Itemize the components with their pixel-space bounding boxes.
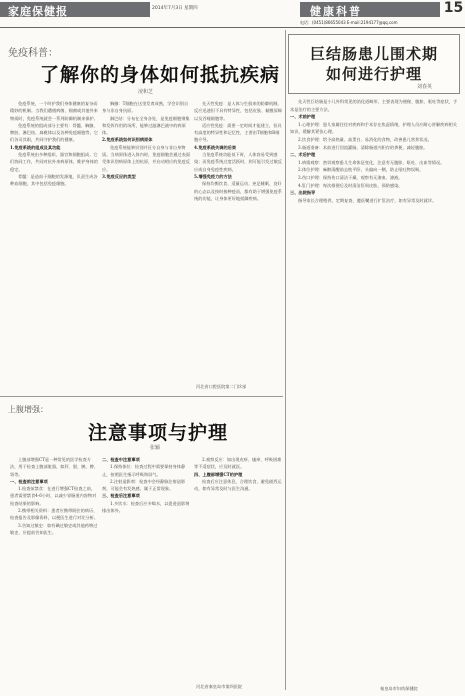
article2-col1: 上腹部增强CT是一种常见的医学检查方法，用于检查上腹部脏器，如肝、胆、胰、脾、肾等。 一、检查前注意事项 1.检查前禁食：在进行增强CT检查之前，患者需要禁食4-6小时，以减少胃肠道内容物对检查结果的影响。 2.携带相关资料：患者应携带既往的病历、检查报告及影像资料，以便医生进行对比分析。 3.告知过敏史：如有碘过敏史或其他药物过敏史，应提前告知医生。 <box>10 457 98 535</box>
article2-author: 张颖 <box>150 445 161 451</box>
article-divider <box>0 396 283 397</box>
article1-col1: 免疫系统，一个叫护我们身体健康的复杂而精妙的机制。当我们遭遇病菌、细菌或其他外来物质时，免疫系统就会一系列防御机制来保护。 免疫系统的组成部分主要有：骨髓、胸腺、脾脏、淋巴结、扁桃体以及各种免疫细胞等，它们各司其职，共同守护我们的健康。 1.免疫系统的组成及其功能 免疫系统由多种组织、器官和细胞组成。它们协同工作，共同对抗外来病原体，维护身体的稳定。 骨髓：是造血干细胞的发源地，负责生成各种血细胞，其中包括免疫细胞。 <box>10 101 98 187</box>
page-header <box>0 0 465 27</box>
article3-title-box <box>288 34 460 94</box>
issue-date: 2014年7月3日 星期四 <box>152 6 198 11</box>
article2-kicker: 上腹增强： <box>8 405 48 414</box>
header-rule <box>0 27 465 28</box>
article2-col3: 2.观察反应：如出现皮疹、瘙痒、呼吸困难等不适症状，应及时就医。 四、上腹部增强CT的护理 检查后应注意休息，合理饮食，避免剧烈运动，如有异常及时与医生沟通。 <box>194 457 282 492</box>
article1-author: 凌和芝 <box>138 89 154 95</box>
article1-kicker: 免疫科普： <box>8 48 58 59</box>
article1-title: 了解你的身体如何抵抗疾病 <box>40 64 281 86</box>
article3-body: 先天性巨结肠是小儿外科常见的消化道畸形，主要表现为便秘、腹胀、呕吐等症状，手术是治疗的主要方法。 一、术前护理 1.心理护理：患儿家属往往对疾病和手术存在焦虑情绪，护理人员应耐心讲解疾病相关知识，缓解其紧张心理。 2.饮食护理：给予高热量、高蛋白、易消化的食物，改善患儿营养状况。 3.肠道准备：术前进行回流灌肠，清除肠道内积存的粪便，减轻腹胀。 二、术后护理 1.病情观察：密切观察患儿生命体征变化，注意有无腹胀、呕吐、出血等情况。 2.体位护理：麻醉清醒前去枕平卧，头偏向一侧，防止呕吐物误吸。 3.伤口护理：保持伤口清洁干燥，观察有无渗血、渗液。 4.肛门护理：每次排便后及时清洁肛周皮肤，预防感染。 三、出院指导 指导家长合理喂养，定期复查，遵医嘱进行扩肛治疗，如有异常及时就诊。 <box>290 99 458 203</box>
newspaper-name: 家庭保健报 <box>8 5 68 18</box>
column-divider <box>285 30 286 690</box>
article3-title-line2: 如何进行护理 <box>325 65 422 83</box>
article2-col2: 二、检查中注意事项 1.保持体位：检查过程中需要保持身体静止，按照医生指示呼吸和屏气。 2.注射造影剂：检查中会经静脉注射造影剂，可能会有发热感，属于正常现象。 三、检查后注意事项 1.多饮水：检查后应多喝水，以促进造影剂排出体外。 <box>102 457 190 514</box>
newspaper-name-bar <box>0 2 150 17</box>
article1-col2: 胸腺：T细胞在这里发育成熟，学会识别自身与非自身抗原。 淋巴结：分布在全身各处，是免疫细胞聚集和发挥作用的场所，能够过滤淋巴液中的病原体。 2.免疫系统如何识别病原体 免疫系统能够识别并区分自身与非自身物质。当病原体进入体内时，免疫细胞会通过表面受体识别病原体上的抗原，并启动相应的免疫反应。 3.免疫反应的类型 <box>102 101 190 179</box>
article3-author: 刘春英 <box>417 84 433 90</box>
article3-footer: 秦皇岛市妇幼保健院 <box>380 686 418 691</box>
article2-footer: 河北省秦皇岛市第四医院 <box>196 684 243 689</box>
section-name: 健康科普 <box>310 5 362 18</box>
article2-title: 注意事项与护理 <box>88 422 229 444</box>
article3-title-line1: 巨结肠患儿围术期 <box>309 45 438 63</box>
contact-info: 电话：(0451)86655043 E-mail:2194177@qq.com <box>300 20 398 25</box>
section-name-bar <box>300 2 440 17</box>
page-number: 15 <box>443 0 464 16</box>
article1-col3: 先天性免疫：是人体与生俱来的防御机制，反应迅速但不具有特异性，包括皮肤、黏膜屏障以及吞噬细胞等。 适应性免疫：需要一定时间才能建立，但具有高度的特异性和记忆性，主要由T细胞和B细胞介导。 4.免疫系统失调的后果 当免疫系统功能低下时，人体容易受到感染；而免疫系统过度活跃时，则可能引发过敏反应或自身免疫性疾病。 5.增强免疫力的方法 保持均衡饮食、适量运动、充足睡眠、良好的心态以及按时接种疫苗，都有助于增强免疫系统的功能，让身体更好地抵御疾病。 <box>194 101 282 201</box>
article1-footer: 河北省口腔医院第二门诊部 <box>196 384 247 389</box>
